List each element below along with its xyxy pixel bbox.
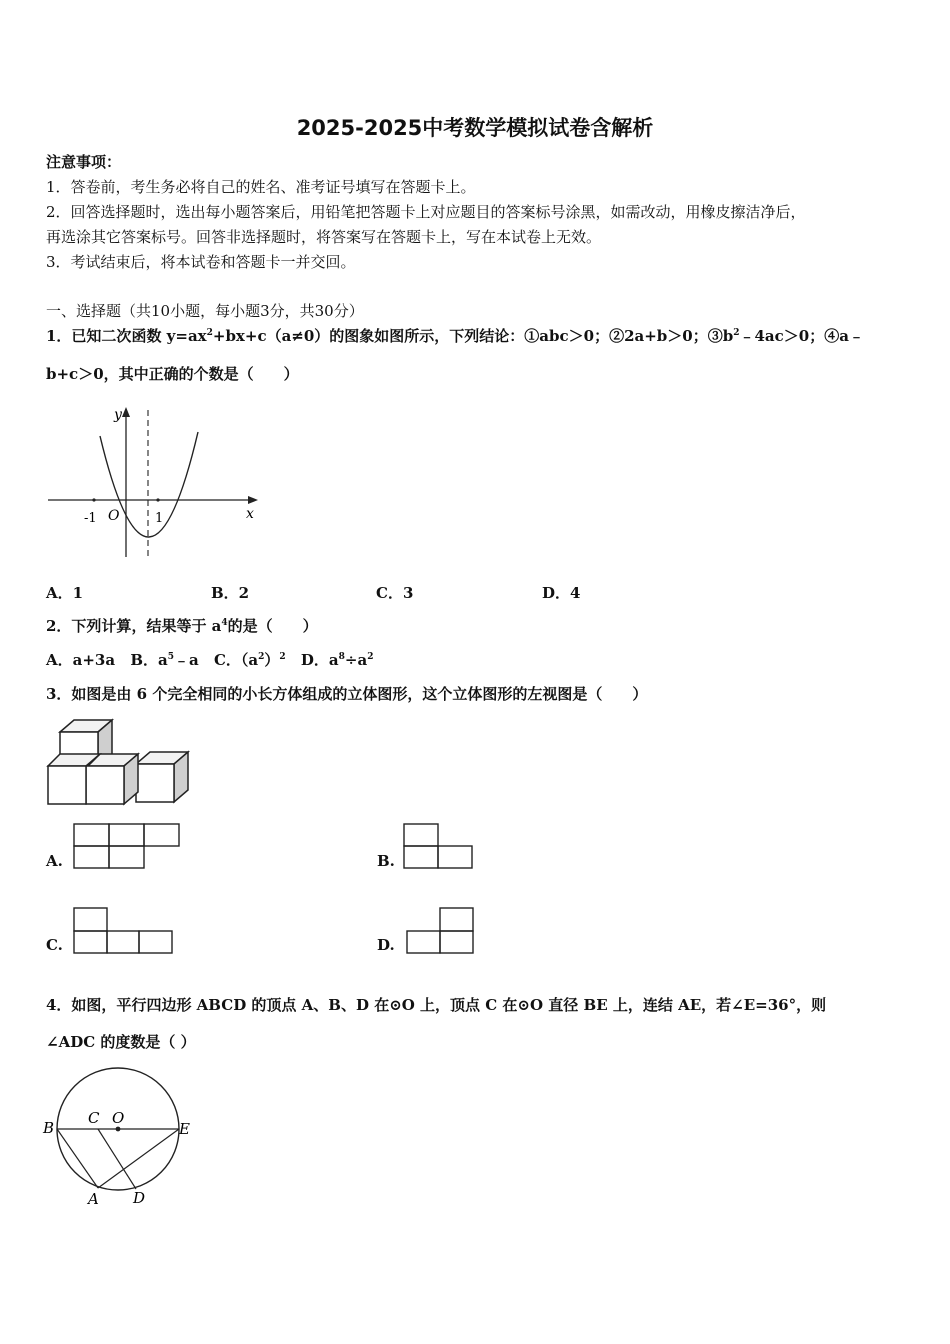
q1-option-a[interactable]: A．1 xyxy=(46,584,84,602)
q1-parabola-graph xyxy=(46,402,261,562)
q3-option-c-label[interactable]: C. xyxy=(46,936,63,954)
label-a: A xyxy=(88,1190,99,1208)
label-b: B xyxy=(43,1119,55,1137)
q2-option-d[interactable]: D．$a^8\div a^2$ xyxy=(300,651,374,669)
notice-heading: 注意事项： xyxy=(46,153,122,171)
x-label: x xyxy=(246,506,254,522)
q3-option-d-figure[interactable] xyxy=(406,907,476,955)
label-e: E xyxy=(179,1120,190,1138)
y-arrow-icon xyxy=(122,407,130,417)
origin-label: O xyxy=(108,508,120,524)
q1-option-d[interactable]: D．4 xyxy=(542,584,581,602)
center-point xyxy=(116,1127,121,1132)
q4-circle-figure xyxy=(40,1064,200,1214)
segment-cd xyxy=(98,1129,136,1189)
tick-label-neg1: -1 xyxy=(84,511,97,526)
q4-stem-line1: 4．如图，平行四边形 ABCD 的顶点 A、B、D 在⊙O 上，顶点 C 在⊙O 直径 BE 上，连结 AE，若∠E=36°，则 xyxy=(46,996,827,1014)
x-arrow-icon xyxy=(248,496,258,504)
label-c: C xyxy=(88,1109,100,1127)
q3-option-c-figure[interactable] xyxy=(73,907,175,955)
q2-stem: 2．下列计算，结果等于 $a^4$的是（ ） xyxy=(46,617,318,635)
tick-label-1: 1 xyxy=(155,511,164,526)
q3-stem: 3．如图是由 6 个完全相同的小长方体组成的立体图形，这个立体图形的左视图是（ ） xyxy=(46,685,648,703)
q1-option-b[interactable]: B．2 xyxy=(211,584,250,602)
notice-item: 3．考试结束后，将本试卷和答题卡一并交回。 xyxy=(46,253,356,271)
notice-item: 再选涂其它答案标号。回答非选择题时，将答案写在答题卡上，写在本试卷上无效。 xyxy=(46,228,602,246)
q3-option-a-label[interactable]: A. xyxy=(46,852,63,870)
q2-options xyxy=(46,650,373,670)
q1-stem-line2: b+c＞0，其中正确的个数是（ ） xyxy=(46,365,299,383)
y-label: y xyxy=(114,407,122,423)
q3-option-b-figure[interactable] xyxy=(403,823,475,869)
q4-stem-line2: ∠ADC 的度数是（ ） xyxy=(46,1033,196,1051)
q3-solid-figure xyxy=(46,718,198,810)
label-o: O xyxy=(112,1109,125,1127)
segment-ba xyxy=(57,1129,98,1188)
q3-option-a-figure[interactable] xyxy=(73,823,181,869)
q1-stem-line1: 1．已知二次函数 $y=ax^2+bx+c(a\ne 0)$的图象如图所示，下列结论：①abc＞0；②2a+b＞0；$③b^2﹣4ac>0$；④a﹣ xyxy=(46,327,864,345)
segment-ae xyxy=(98,1129,179,1188)
q1-option-c[interactable]: C．3 xyxy=(376,584,414,602)
section-heading: 一、选择题（共10小题，每小题3分，共30分） xyxy=(46,302,364,320)
notice-item: 2．回答选择题时，选出每小题答案后，用铅笔把答题卡上对应题目的答案标号涂黑，如需改动，用橡皮擦洁净后， xyxy=(46,203,806,221)
q2-option-c[interactable]: C．$(a^2)^2$ xyxy=(213,651,286,669)
q3-option-d-label[interactable]: D. xyxy=(377,936,395,954)
page-title: 2025-2025中考数学模拟试卷含解析 xyxy=(296,116,654,140)
q3-option-b-label[interactable]: B. xyxy=(377,852,395,870)
q2-option-a[interactable]: A．a+3a xyxy=(46,651,116,669)
q2-option-b[interactable]: B．$a^5﹣a$ xyxy=(130,651,199,669)
notice-item: 1．答卷前，考生务必将自己的姓名、准考证号填写在答题卡上。 xyxy=(46,178,476,196)
label-d: D xyxy=(133,1189,146,1207)
